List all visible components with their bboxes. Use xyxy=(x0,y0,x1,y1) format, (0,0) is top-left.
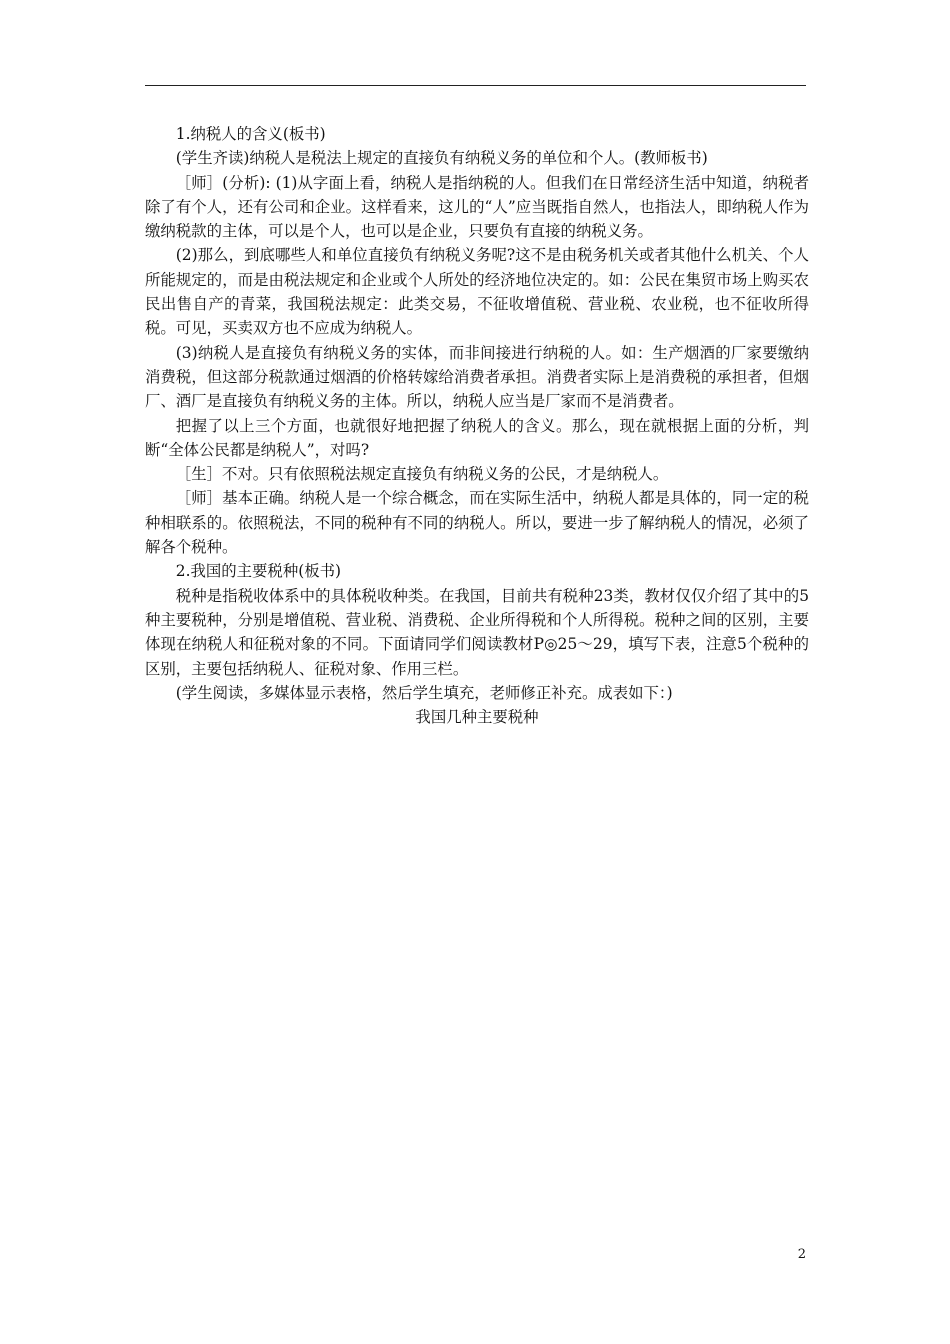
paragraph: ［师］基本正确。纳税人是一个综合概念，而在实际生活中，纳税人都是具体的，同一定的税种相联系的。依照税法，不同的税种有不同的纳税人。所以，要进一步了解纳税人的情况，必须了解各个税种。 xyxy=(145,489,809,557)
paragraph: (学生齐读)纳税人是税法上规定的直接负有纳税义务的单位和个人。(教师板书) xyxy=(175,149,708,168)
paragraph-heading-2: 2.我国的主要税种(板书) xyxy=(175,562,342,581)
paragraph-heading-1: 1.纳税人的含义(板书) xyxy=(175,125,326,143)
table-caption: 我国几种主要税种 xyxy=(415,708,539,727)
paragraph: (学生阅读，多媒体显示表格，然后学生填充，老师修正补充。成表如下：) xyxy=(175,683,673,702)
paragraph: 把握了以上三个方面，也就很好地把握了纳税人的含义。那么，现在就根据上面的分析，判断“全体公民都是纳税人”，对吗? xyxy=(145,416,809,459)
paragraph: ［师］(分析): (1)从字面上看，纳税人是指纳税的人。但我们在日常经济生活中知道，纳税者除了有个人，还有公司和企业。这样看来，这儿的“人”应当既指自然人，也指法人，即纳税人作为缴纳税款的主体，可以是个人，也可以是企业，只要负有直接的纳税义务。 xyxy=(145,173,809,241)
paragraph: (3)纳税人是直接负有纳税义务的实体，而非间接进行纳税的人。如：生产烟酒的厂家要缴纳消费税，但这部分税款通过烟酒的价格转嫁给消费者承担。消费者实际上是消费税的承担者，但烟厂、酒厂是直接负有纳税义务的主体。所以，纳税人应当是厂家而不是消费者。 xyxy=(145,343,809,411)
header-rule xyxy=(145,85,806,86)
paragraph: 税种是指税收体系中的具体税收种类。在我国，目前共有税种23类，教材仅仅介绍了其中的5种主要税种，分别是增值税、营业税、消费税、企业所得税和个人所得税。税种之间的区别，主要体现在纳税人和征税对象的不同。下面请同学们阅读教材P◎25～29，填写下表，注意5个税种的区别，主要包括纳税人、征税对象、作用三栏。 xyxy=(145,586,809,678)
paragraph: ［生］不对。只有依照税法规定直接负有纳税义务的公民，才是纳税人。 xyxy=(175,465,669,484)
document-body xyxy=(145,122,809,729)
page-number: 2 xyxy=(797,1247,806,1262)
paragraph: (2)那么，到底哪些人和单位直接负有纳税义务呢?这不是由税务机关或者其他什么机关、个人所能规定的，而是由税法规定和企业或个人所处的经济地位决定的。如：公民在集贸市场上购买农民出售自产的青菜，我国税法规定：此类交易，不征收增值税、营业税、农业税，也不征收所得税。可见，买卖双方也不应成为纳税人。 xyxy=(145,246,809,338)
